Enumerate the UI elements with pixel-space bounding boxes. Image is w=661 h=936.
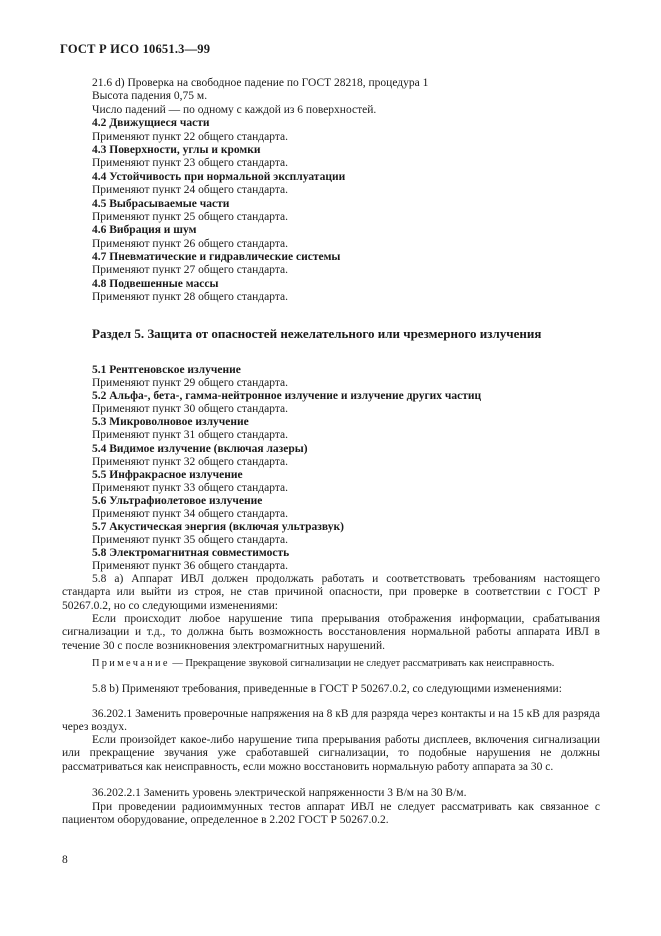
subsection-text: 21.6 d) Проверка на свободное падение по ГОСТ 28218, процедура 1 bbox=[92, 77, 429, 89]
paragraph-interruption: Если происходит любое нарушение типа прерывания отображения информации, срабатывания сигнализации и т.д., то должна быть возможность восстановления нормальной работы аппарата ИВЛ в течение 30 с после возникновения электромагнитных нарушений. bbox=[62, 613, 600, 652]
note-label: Примечание bbox=[92, 658, 170, 669]
subsection-heading: 4.8 Подвешенные массы bbox=[92, 277, 219, 290]
subsection-heading: 4.7 Пневматические и гидравлические системы bbox=[92, 251, 341, 264]
subsection-heading: 5.3 Микроволновое излучение bbox=[92, 416, 249, 429]
subsection-heading: 4.3 Поверхности, углы и кромки bbox=[92, 143, 261, 156]
subsection-heading: 5.2 Альфа-, бета-, гамма-нейтронное излучение и излучение других частиц bbox=[92, 390, 482, 403]
subsection-text: Высота падения 0,75 м. bbox=[92, 90, 208, 103]
subsection-text: Применяют пункт 30 общего стандарта. bbox=[92, 403, 288, 416]
subsection-text: Применяют пункт 27 общего стандарта. bbox=[92, 264, 288, 277]
document-header: ГОСТ Р ИСО 10651.3—99 bbox=[60, 42, 211, 56]
subsection-text: Применяют пункт 25 общего стандарта. bbox=[92, 210, 288, 223]
subsection-list-4 bbox=[92, 77, 612, 305]
subsection-list-5 bbox=[92, 364, 612, 574]
subsection-text: Применяют пункт 31 общего стандарта. bbox=[92, 429, 288, 442]
subsection-text: Применяют пункт 26 общего стандарта. bbox=[92, 237, 288, 250]
paragraph-36-202-1: 36.202.1 Заменить проверочные напряжения на 8 кВ для разряда через контакты и на 15 кВ для разряда через воздух. bbox=[62, 708, 600, 734]
page-number: 8 bbox=[62, 854, 68, 866]
subsection-heading: 4.5 Выбрасываемые части bbox=[92, 197, 230, 210]
subsection-heading: 5.5 Инфракрасное излучение bbox=[92, 468, 243, 481]
paragraph-disruption: Если произойдет какое-либо нарушение типа прерывания работы дисплеев, включения сигнализации или прекращение звучания уже сработавшей сигнализации, то подобные нарушения не должны рассматриваться как неисправность, если можно восстановить нормальную работу аппарата за 30 с. bbox=[62, 734, 600, 773]
subsection-text: Применяют пункт 34 общего стандарта. bbox=[92, 508, 288, 521]
paragraph-5-8-a: 5.8 а) Аппарат ИВЛ должен продолжать работать и соответствовать требованиям настоящего стандарта или выйти из строя, не став причиной опасности, при проверке в соответствии с ГОСТ Р 50267.0.2, но со следующими изменениями: bbox=[62, 573, 600, 612]
paragraph-36-202-2-1: 36.202.2.1 Заменить уровень электрической напряженности 3 В/м на 30 В/м. bbox=[92, 787, 467, 799]
subsection-text: Применяют пункт 32 общего стандарта. bbox=[92, 455, 288, 468]
subsection-text: Применяют пункт 23 общего стандарта. bbox=[92, 157, 288, 170]
subsection-heading: 5.4 Видимое излучение (включая лазеры) bbox=[92, 442, 308, 455]
paragraph-radio-tests: При проведении радиоиммунных тестов аппарат ИВЛ не следует рассматривать как связанное с пациентом оборудование, определенное в 2.202 ГОСТ Р 50267.0.2. bbox=[62, 801, 600, 827]
section-5-title: Раздел 5. Защита от опасностей нежелательного или чрезмерного излучения bbox=[92, 326, 542, 341]
paragraph-5-8-b: 5.8 b) Применяют требования, приведенные в ГОСТ Р 50267.0.2, со следующими изменениями: bbox=[92, 683, 562, 695]
note-text: — Прекращение звуковой сигнализации не следует рассматривать как неисправность. bbox=[169, 658, 555, 669]
subsection-text: Применяют пункт 28 общего стандарта. bbox=[92, 291, 288, 304]
subsection-heading: 4.2 Движущиеся части bbox=[92, 117, 210, 130]
subsection-text: Применяют пункт 29 общего стандарта. bbox=[92, 377, 288, 390]
subsection-heading: 4.6 Вибрация и шум bbox=[92, 224, 197, 237]
subsection-heading: 4.4 Устойчивость при нормальной эксплуатации bbox=[92, 170, 346, 183]
subsection-heading: 5.8 Электромагнитная совместимость bbox=[92, 547, 290, 560]
subsection-text: Применяют пункт 24 общего стандарта. bbox=[92, 184, 288, 197]
subsection-text: Число падений — по одному с каждой из 6 поверхностей. bbox=[92, 103, 377, 116]
note bbox=[92, 658, 612, 669]
subsection-text: Применяют пункт 35 общего стандарта. bbox=[92, 534, 288, 547]
subsection-heading: 5.7 Акустическая энергия (включая ультразвук) bbox=[92, 521, 344, 534]
subsection-heading: 5.1 Рентгеновское излучение bbox=[92, 364, 241, 376]
subsection-text: Применяют пункт 33 общего стандарта. bbox=[92, 481, 288, 494]
subsection-text: Применяют пункт 22 общего стандарта. bbox=[92, 130, 288, 143]
subsection-text: Применяют пункт 36 общего стандарта. bbox=[92, 560, 288, 573]
subsection-heading: 5.6 Ультрафиолетовое излучение bbox=[92, 494, 263, 507]
